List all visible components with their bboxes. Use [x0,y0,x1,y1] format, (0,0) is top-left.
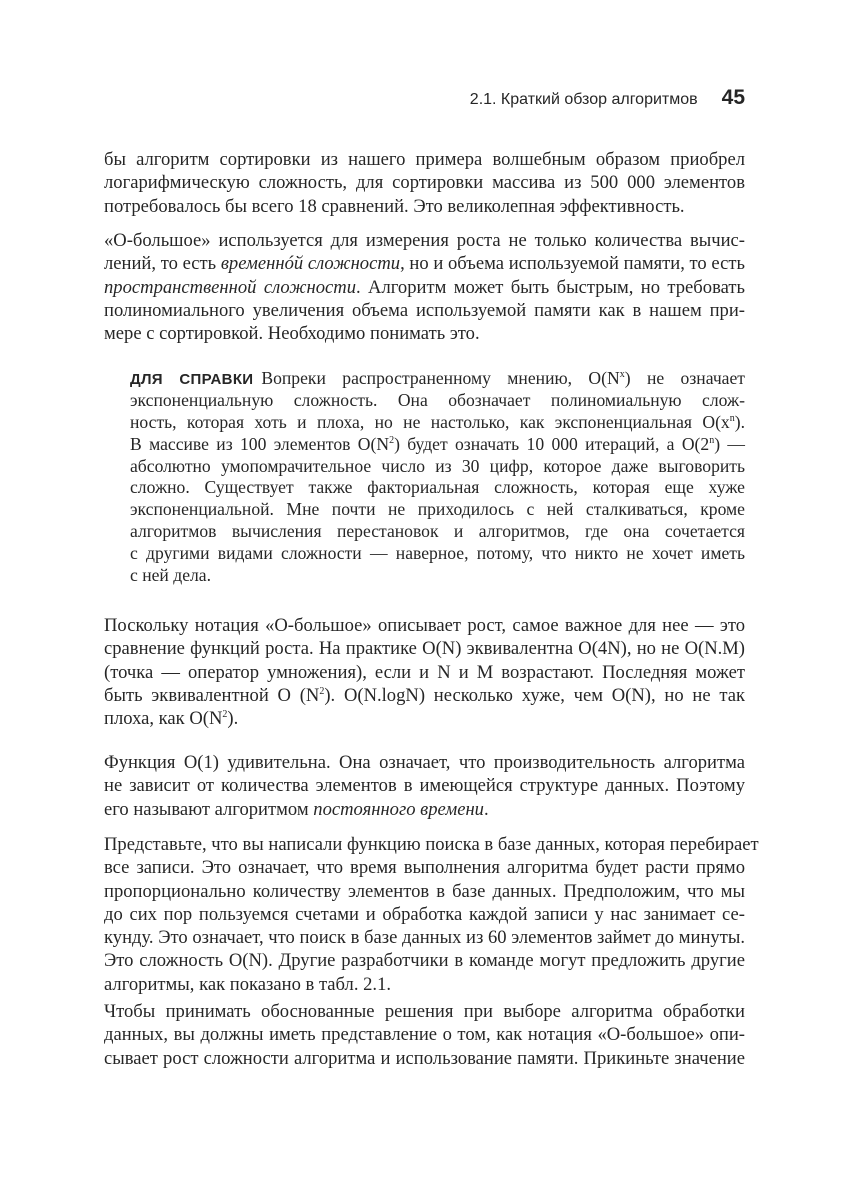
note-box [130,368,745,587]
italic-term: временнóй сложности [220,253,401,275]
text-run: ) не означает [624,368,745,388]
text-run: лений, то есть [104,253,221,275]
text-line [104,1023,745,1046]
superscript: 2 [319,685,325,697]
text-line [130,521,745,543]
text-run: ). [734,411,745,432]
text-line [130,456,745,478]
text-run: с ней дела. [130,565,211,586]
text-line [104,949,745,972]
text-run: , но и объема используемой памяти, то есть [400,253,745,275]
text-run: его называют алгоритмом [104,798,314,820]
superscript: 2 [389,434,395,446]
text-line [104,751,745,774]
text-line [104,903,745,926]
text-run: ). [227,708,239,730]
text-run: пропорционально количеству элементов в базе данных. Предположим, что мы [104,880,745,902]
text-line [104,252,745,275]
text-run: не зависит от количества элементов в имеющейся структуре данных. Поэтому [104,775,745,797]
paragraph [104,833,759,996]
text-run: В массиве из 100 элементов O(N [130,433,390,454]
text-run: . [483,798,489,820]
text-run: полиномиального увеличения объема используемой памяти как в нашем при- [104,299,745,321]
text-run: с другими видами сложности — наверное, потому, что никто не хочет иметь [130,543,745,564]
note-label: ДЛЯ СПРАВКИ [130,371,254,388]
text-run: сравнение функций роста. На практике O(N) эквивалентна O(4N), но не O(N.M) [104,638,745,660]
text-line [104,798,745,821]
text-line [130,390,745,412]
text-run: сывает рост сложности алгоритма и использование памяти. Прикиньте значение [104,1047,745,1069]
text-line [104,926,745,949]
page-number: 45 [721,86,745,109]
text-run: плоха, как O(N [104,708,223,730]
text-line [130,499,745,521]
text-run: абсолютно умопомрачительное число из 30 цифр, которое даже выговорить [130,455,745,476]
text-run: Поскольку нотация «О-большое» описывает рост, самое важное для нее — это [104,615,745,636]
text-line [104,322,745,345]
paragraph [104,229,745,345]
text-line [104,229,745,252]
paragraph [104,751,745,821]
text-run: сложно. Существует также факториальная сложность, которая еще хуже [130,477,745,498]
text-run: Вопреки распространенному мнению, O(N [261,368,620,388]
text-run: Представьте, что вы написали функцию поиска в базе данных, которая перебирает [104,834,759,855]
text-line [104,684,745,707]
text-line [104,614,745,637]
text-line [130,434,745,456]
text-run: данных, вы должны иметь представление о том, как нотация «О-большое» опи- [104,1024,745,1046]
text-run: ) — [714,433,745,454]
text-run: мере с сортировкой. Необходимо понимать это. [104,323,480,345]
text-line [104,148,745,171]
superscript: n [729,412,735,424]
text-line [130,565,745,587]
text-run: бы алгоритм сортировки из нашего примера волшебным образом приобрел [104,149,745,170]
text-line [104,195,745,218]
text-line [104,299,745,322]
text-run: логарифмическую сложность, для сортировки массива из 500 000 элементов [104,172,745,194]
text-run: ) будет означать 10 000 итераций, а O(2 [394,433,710,454]
text-line [104,856,745,879]
text-line [104,637,745,660]
text-line [104,661,745,684]
text-line [104,973,745,996]
superscript: n [709,434,715,446]
text-line [104,774,745,797]
text-run: все записи. Это означает, что время выполнения алгоритма будет расти прямо [104,857,745,879]
text-run: Чтобы принимать обоснованные решения при выборе алгоритма обработки [104,1001,745,1022]
text-run: Функция O(1) удивительна. Она означает, что производительность алгоритма [104,752,745,773]
text-run: (точка — оператор умножения), если и N и M возрастают. Последняя может [104,661,745,683]
text-line [104,1047,745,1070]
section-title: 2.1. Краткий обзор алгоритмов [469,91,698,108]
paragraph [104,1000,745,1070]
text-line [104,833,759,856]
superscript: x [619,369,625,380]
text-run: экспоненциальную сложность. Она обозначает полиномиальную слож- [130,389,745,410]
text-line [130,477,745,499]
text-line [104,707,745,730]
text-run: алгоритмов вычисления перестановок и алгоритмов, где она сочетается [130,521,745,542]
text-run: ность, которая хоть и плоха, но не настолько, как экспоненциальная O(x [130,411,730,432]
text-line [130,543,745,565]
text-run: ). O(N.logN) несколько хуже, чем O(N), но не так [324,684,745,706]
text-run: потребовалось бы всего 18 сравнений. Это великолепная эффективность. [104,195,685,217]
text-run: . Алгоритм может быть быстрым, но требовать [356,276,745,298]
running-header [470,86,745,110]
text-run: экспоненциальной. Мне почти не приходилось с ней сталкиваться, кроме [130,499,745,520]
paragraph [104,614,745,730]
text-line [130,412,745,434]
text-run: до сих пор пользуемся счетами и обработка каждой записи у нас занимает се- [104,903,745,925]
paragraph [104,148,745,218]
text-line [104,171,745,194]
text-run: Это сложность O(N). Другие разработчики в команде могут предложить другие [104,950,745,972]
superscript: 2 [222,709,228,721]
text-run: «О-большое» используется для измерения роста не только количества вычис- [104,230,745,251]
text-line [104,276,745,299]
text-line [104,1000,745,1023]
italic-term: пространственной сложности [104,276,357,298]
text-line [104,880,745,903]
text-run: кунду. Это означает, что поиск в базе данных из 60 элементов займет до минуты. [104,927,745,949]
text-line [130,368,745,390]
italic-term: постоянного времени [313,798,484,820]
text-run: алгоритмы, как показано в табл. 2.1. [104,973,392,995]
text-run: быть эквивалентной O (N [104,684,320,706]
